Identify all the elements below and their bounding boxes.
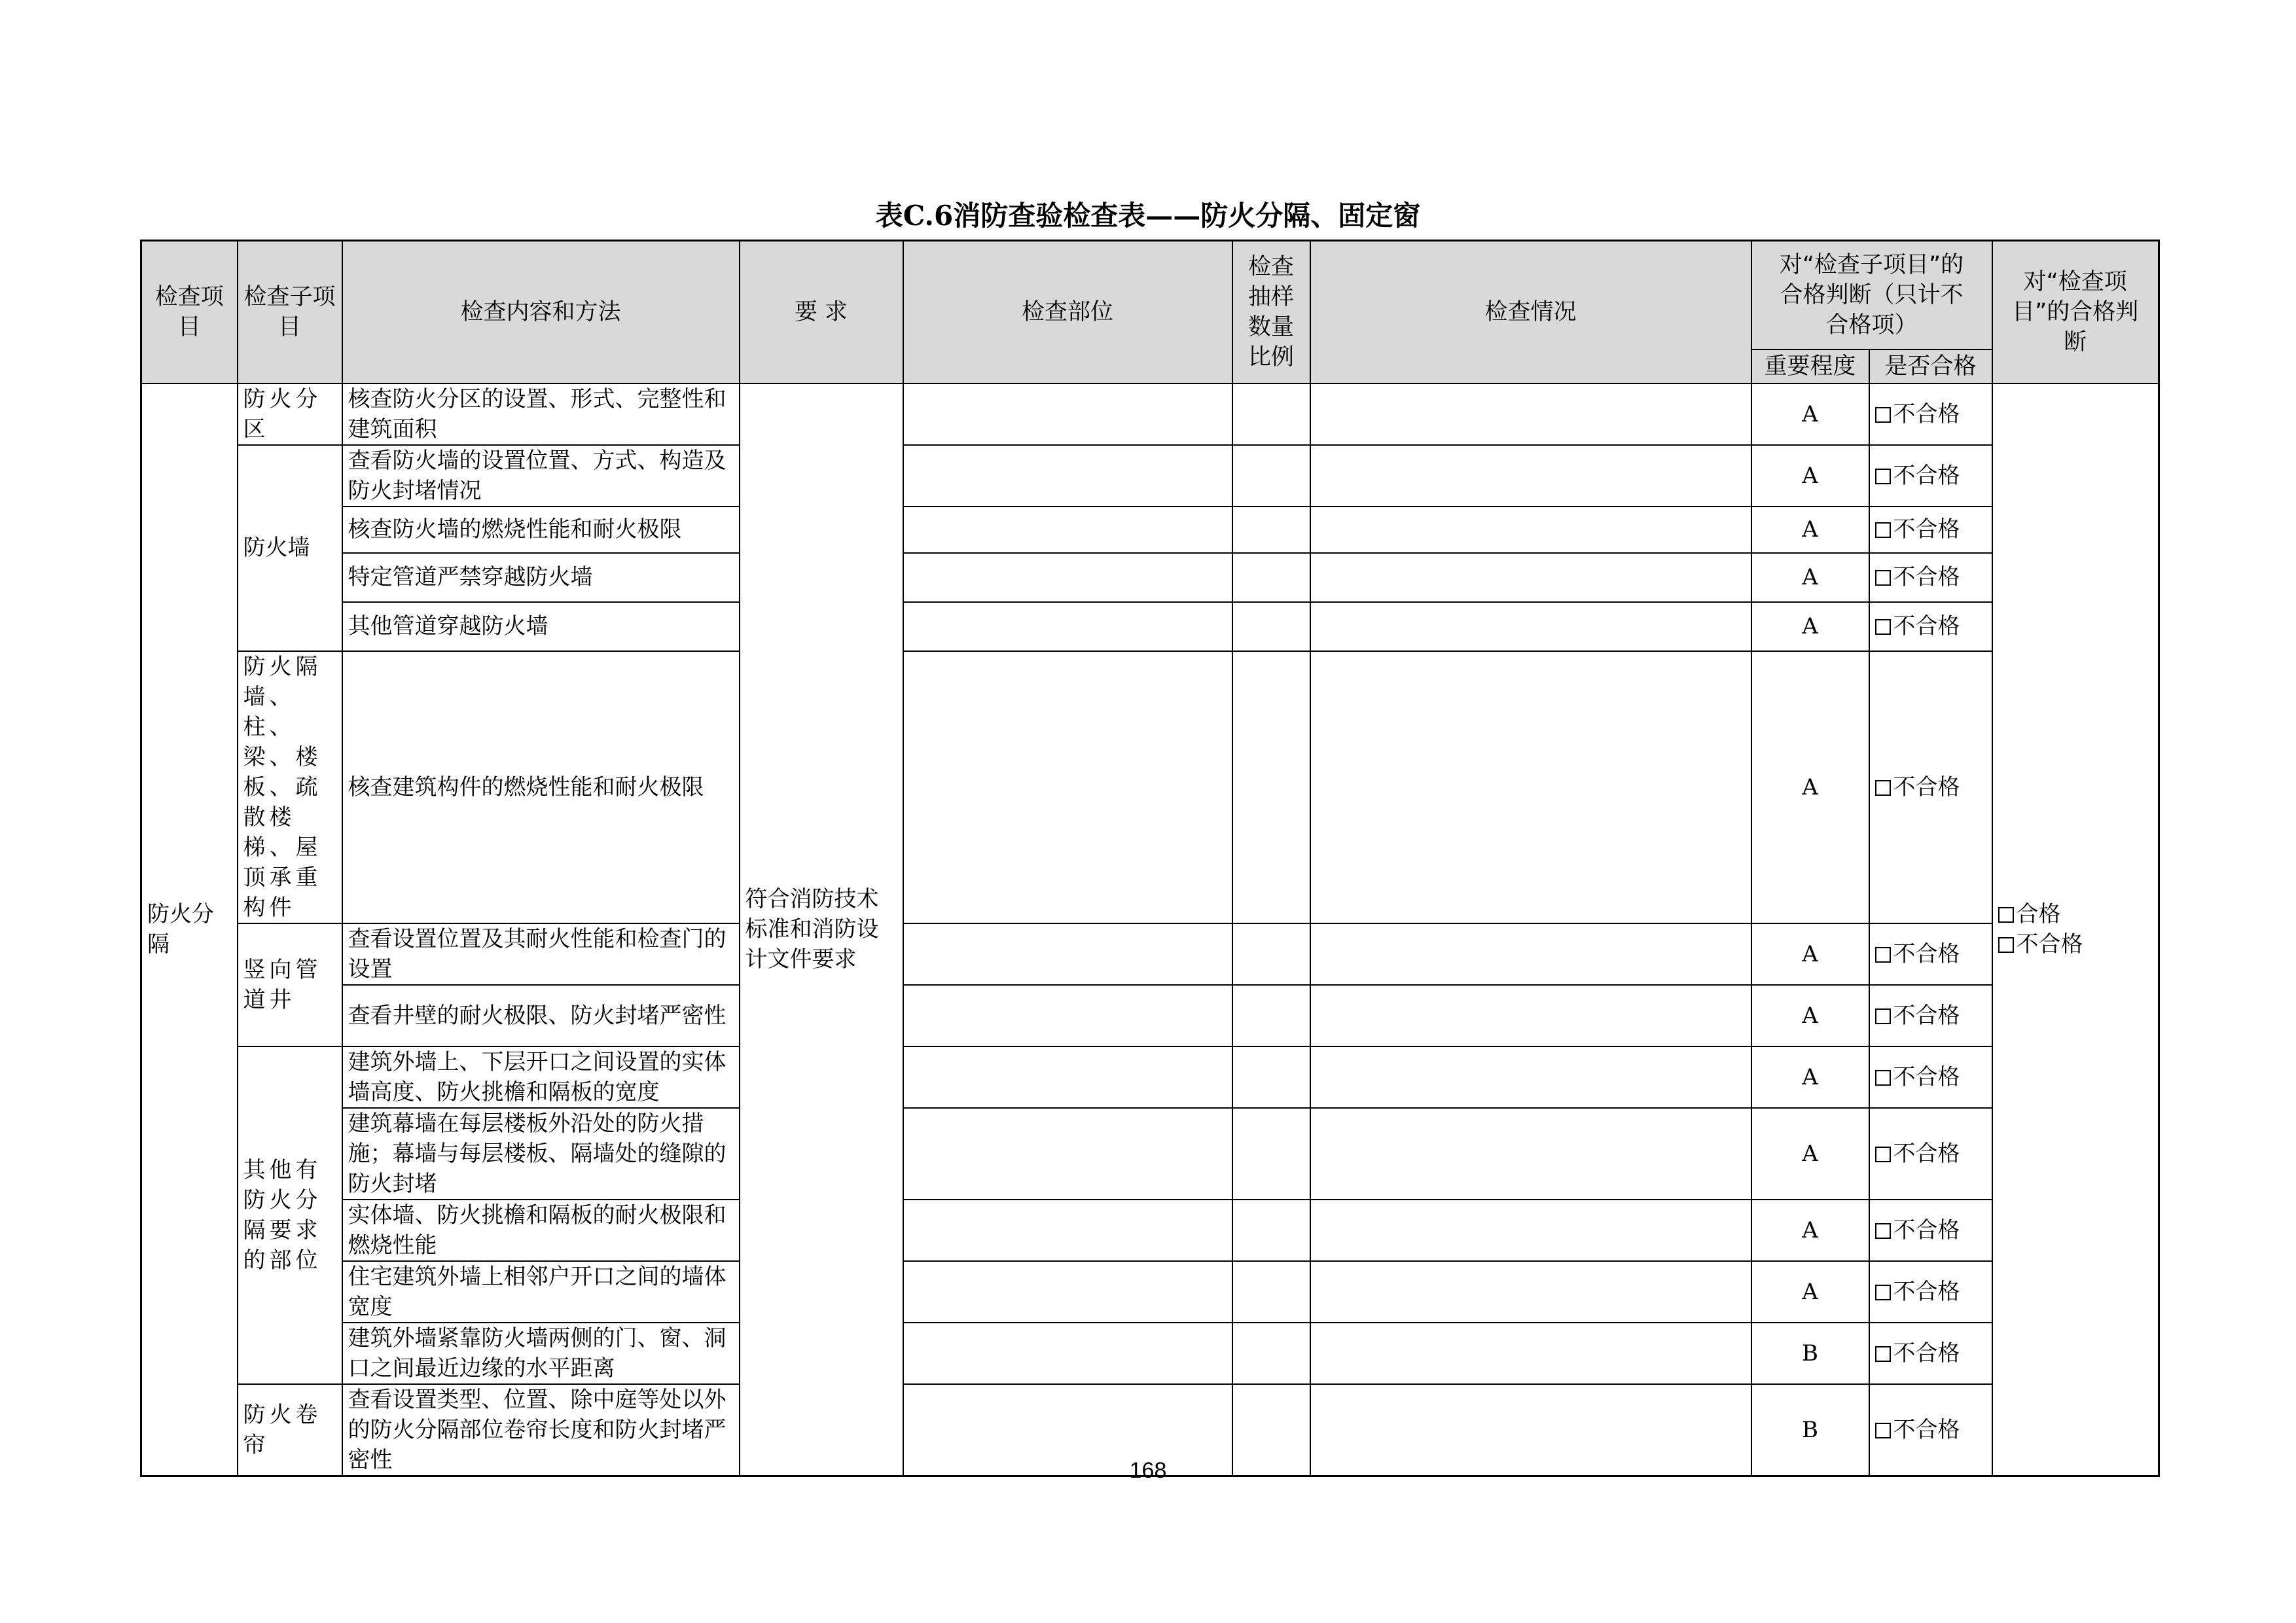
check-content: 核查防火墙的燃烧性能和耐火极限 [342, 507, 740, 553]
fail-label: 不合格 [1893, 462, 1960, 489]
fail-checkbox[interactable] [1869, 1046, 1992, 1108]
importance-level: A [1751, 651, 1869, 923]
importance-level: A [1751, 445, 1869, 507]
check-content: 建筑外墙紧靠防火墙两侧的门、窗、洞口之间最近边缘的水平距离 [342, 1323, 740, 1384]
table-row [141, 985, 2159, 1046]
table-row [141, 651, 2159, 923]
importance-level: A [1751, 985, 1869, 1046]
location-cell[interactable] [903, 985, 1232, 1046]
checkbox-icon [1875, 1070, 1891, 1086]
fail-label: 不合格 [1893, 401, 1960, 427]
inspection-table [140, 240, 2160, 1477]
table-row [141, 1261, 2159, 1323]
item-fail-option[interactable] [1998, 929, 2153, 959]
fail-checkbox[interactable] [1869, 602, 1992, 651]
situation-cell[interactable] [1310, 1261, 1751, 1323]
checkbox-icon [1875, 619, 1891, 635]
check-content: 查看防火墙的设置位置、方式、构造及防火封堵情况 [342, 445, 740, 507]
situation-cell[interactable] [1310, 602, 1751, 651]
situation-cell[interactable] [1310, 553, 1751, 602]
header-importance: 重要程度 [1751, 349, 1869, 383]
situation-cell[interactable] [1310, 1200, 1751, 1261]
check-content: 住宅建筑外墙上相邻户开口之间的墙体宽度 [342, 1261, 740, 1323]
location-cell[interactable] [903, 923, 1232, 985]
situation-cell[interactable] [1310, 1108, 1751, 1200]
header-item: 检查项目 [141, 241, 238, 383]
location-cell[interactable] [903, 1323, 1232, 1384]
check-content: 实体墙、防火挑檐和隔板的耐火极限和燃烧性能 [342, 1200, 740, 1261]
requirement-text: 符合消防技术标准和消防设计文件要求 [740, 383, 903, 1476]
importance-level: A [1751, 1108, 1869, 1200]
fail-checkbox[interactable] [1869, 383, 1992, 445]
sampling-cell[interactable] [1232, 445, 1310, 507]
importance-level: A [1751, 553, 1869, 602]
page-number: 168 [1129, 1458, 1167, 1483]
header-sampling: 检查抽样数量比例 [1232, 241, 1310, 383]
sampling-cell[interactable] [1232, 985, 1310, 1046]
location-cell[interactable] [903, 445, 1232, 507]
table-row [141, 1200, 2159, 1261]
checkbox-icon [1875, 780, 1891, 796]
sampling-cell[interactable] [1232, 1261, 1310, 1323]
fail-label: 不合格 [1893, 1063, 1960, 1090]
fail-checkbox[interactable] [1869, 1323, 1992, 1384]
checkbox-icon [1875, 1346, 1891, 1362]
location-cell[interactable] [903, 602, 1232, 651]
header-sub-judgement: 对“检查子项目”的合格判断（只计不合格项） [1751, 241, 1992, 349]
sampling-cell[interactable] [1232, 1108, 1310, 1200]
checkbox-icon [1875, 407, 1891, 423]
situation-cell[interactable] [1310, 1323, 1751, 1384]
location-cell[interactable] [903, 1200, 1232, 1261]
fail-label: 不合格 [1893, 564, 1960, 590]
fail-label: 不合格 [1893, 940, 1960, 967]
table-row [141, 553, 2159, 602]
sampling-cell[interactable] [1232, 1200, 1310, 1261]
fail-checkbox[interactable] [1869, 553, 1992, 602]
checkbox-icon [1875, 1285, 1891, 1300]
situation-cell[interactable] [1310, 445, 1751, 507]
table-row [141, 1323, 2159, 1384]
check-content: 其他管道穿越防火墙 [342, 602, 740, 651]
fail-label: 不合格 [1893, 613, 1960, 639]
checkbox-icon [1875, 1223, 1891, 1239]
header-location: 检查部位 [903, 241, 1232, 383]
location-cell[interactable] [903, 507, 1232, 553]
table-row [141, 1046, 2159, 1108]
fail-checkbox[interactable] [1869, 1108, 1992, 1200]
fail-label: 不合格 [1893, 1340, 1960, 1366]
location-cell[interactable] [903, 1108, 1232, 1200]
sampling-cell[interactable] [1232, 1046, 1310, 1108]
fail-label: 不合格 [2016, 931, 2083, 957]
header-requirement: 要 求 [740, 241, 903, 383]
subitem-name: 防火卷帘 [238, 1384, 342, 1476]
subitem-name: 防火隔墙、柱、梁、楼板、疏散楼梯、屋顶承重构件 [238, 651, 342, 923]
fail-checkbox[interactable] [1869, 651, 1992, 923]
subitem-name: 防火分区 [238, 383, 342, 445]
fail-checkbox[interactable] [1869, 985, 1992, 1046]
checkbox-icon [1875, 522, 1891, 538]
sampling-cell[interactable] [1232, 602, 1310, 651]
location-cell[interactable] [903, 553, 1232, 602]
sampling-cell[interactable] [1232, 923, 1310, 985]
check-content: 特定管道严禁穿越防火墙 [342, 553, 740, 602]
sampling-cell[interactable] [1232, 651, 1310, 923]
check-content: 建筑幕墙在每层楼板外沿处的防火措施；幕墙与每层楼板、隔墙处的缝隙的防火封堵 [342, 1108, 740, 1200]
checkbox-icon [1875, 570, 1891, 586]
subitem-name: 防火墙 [238, 445, 342, 651]
header-item-judgement: 对“检查项目”的合格判断 [1992, 241, 2159, 383]
fail-checkbox[interactable] [1869, 923, 1992, 985]
situation-cell[interactable] [1310, 383, 1751, 445]
table-row [141, 1108, 2159, 1200]
fail-label: 不合格 [1893, 1217, 1960, 1243]
fail-label: 不合格 [1893, 1002, 1960, 1029]
item-judgement-cell [1992, 383, 2159, 1476]
header-situation: 检查情况 [1310, 241, 1751, 383]
situation-cell[interactable] [1310, 923, 1751, 985]
check-content: 核查防火分区的设置、形式、完整性和建筑面积 [342, 383, 740, 445]
fail-label: 不合格 [1893, 1416, 1960, 1443]
importance-level: A [1751, 383, 1869, 445]
table-row [141, 445, 2159, 507]
importance-level: A [1751, 1046, 1869, 1108]
check-content: 查看设置类型、位置、除中庭等处以外的防火分隔部位卷帘长度和防火封堵严密性 [342, 1384, 740, 1476]
item-pass-option[interactable] [1998, 899, 2153, 929]
importance-level: B [1751, 1384, 1869, 1476]
subitem-name: 竖向管道井 [238, 923, 342, 1046]
sampling-cell[interactable] [1232, 507, 1310, 553]
table-row [141, 602, 2159, 651]
sampling-cell[interactable] [1232, 383, 1310, 445]
situation-cell[interactable] [1310, 1046, 1751, 1108]
situation-cell[interactable] [1310, 507, 1751, 553]
fail-label: 不合格 [1893, 516, 1960, 543]
importance-level: A [1751, 1200, 1869, 1261]
location-cell[interactable] [903, 1046, 1232, 1108]
check-content: 查看设置位置及其耐火性能和检查门的设置 [342, 923, 740, 985]
checkbox-icon [1875, 1008, 1891, 1024]
table-row [141, 383, 2159, 445]
check-content: 查看井壁的耐火极限、防火封堵严密性 [342, 985, 740, 1046]
sampling-cell[interactable] [1232, 1323, 1310, 1384]
importance-level: B [1751, 1323, 1869, 1384]
location-cell[interactable] [903, 651, 1232, 923]
importance-level: A [1751, 923, 1869, 985]
checkbox-icon [1875, 1147, 1891, 1162]
fail-checkbox[interactable] [1869, 1200, 1992, 1261]
header-content: 检查内容和方法 [342, 241, 740, 383]
table-row [141, 507, 2159, 553]
location-cell[interactable] [903, 383, 1232, 445]
checkbox-icon [1875, 469, 1891, 484]
fail-checkbox[interactable] [1869, 445, 1992, 507]
checkbox-icon [1998, 937, 2014, 953]
checkbox-icon [1875, 1423, 1891, 1438]
checkbox-icon [1998, 907, 2014, 923]
situation-cell[interactable] [1310, 985, 1751, 1046]
fail-checkbox[interactable] [1869, 507, 1992, 553]
pass-label: 合格 [2016, 901, 2061, 927]
table-title: 表C.6消防查验检查表——防火分隔、固定窗 [875, 200, 1421, 232]
checkbox-icon [1875, 947, 1891, 963]
subitem-name: 其他有防火分隔要求的部位 [238, 1046, 342, 1384]
header-qualified: 是否合格 [1869, 349, 1992, 383]
fail-checkbox[interactable] [1869, 1261, 1992, 1323]
importance-level: A [1751, 507, 1869, 553]
table-row [141, 923, 2159, 985]
check-content: 建筑外墙上、下层开口之间设置的实体墙高度、防火挑檐和隔板的宽度 [342, 1046, 740, 1108]
fail-label: 不合格 [1893, 1278, 1960, 1305]
importance-level: A [1751, 1261, 1869, 1323]
fail-label: 不合格 [1893, 774, 1960, 800]
item-name: 防火分隔 [141, 383, 238, 1476]
check-content: 核查建筑构件的燃烧性能和耐火极限 [342, 651, 740, 923]
situation-cell[interactable] [1310, 651, 1751, 923]
fail-label: 不合格 [1893, 1140, 1960, 1167]
location-cell[interactable] [903, 1261, 1232, 1323]
header-subitem: 检查子项目 [238, 241, 342, 383]
importance-level: A [1751, 602, 1869, 651]
sampling-cell[interactable] [1232, 553, 1310, 602]
